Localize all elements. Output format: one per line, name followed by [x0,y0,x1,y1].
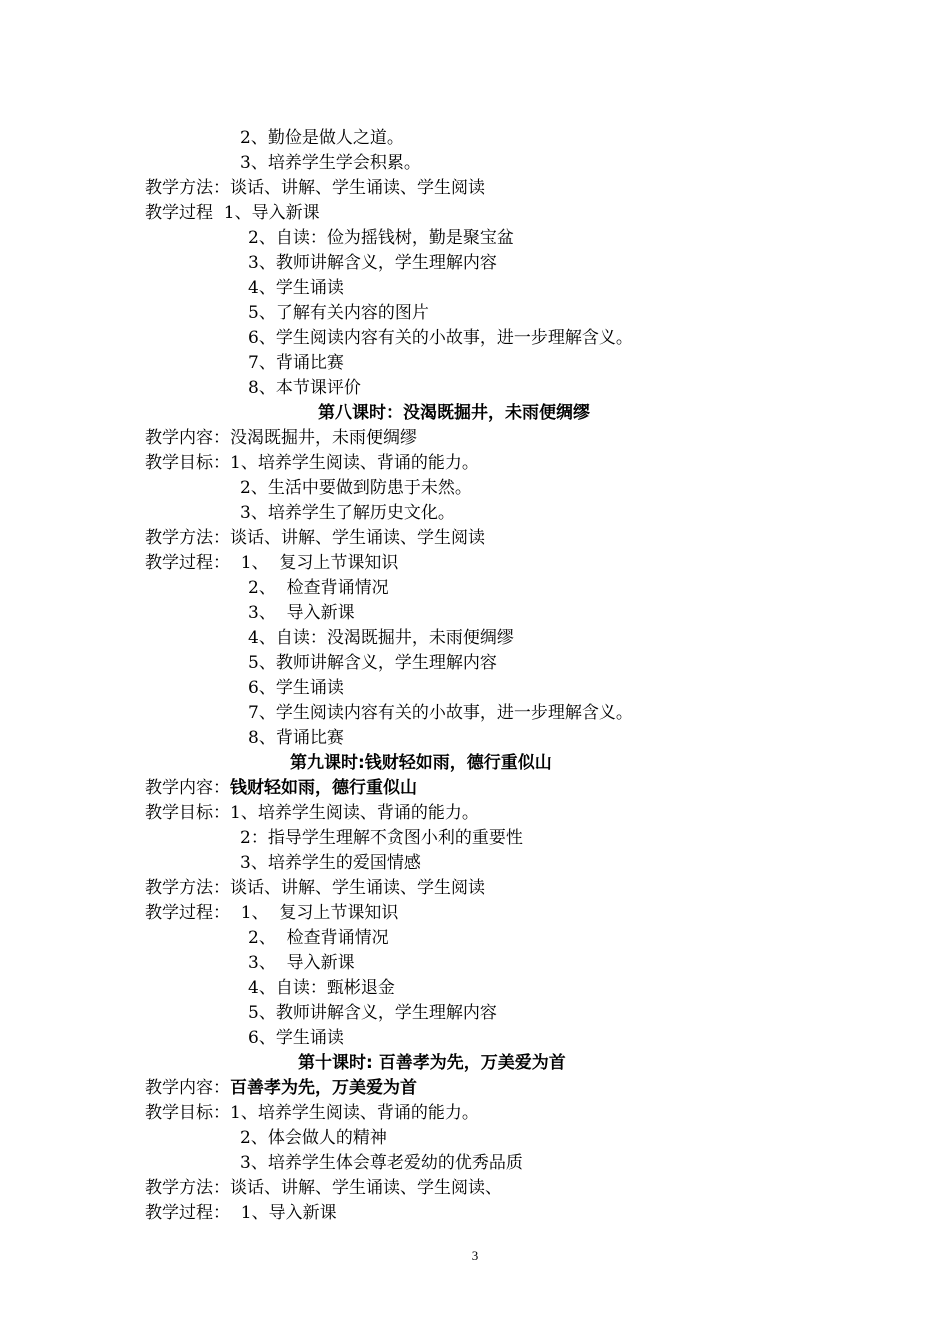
text-line: 6、学生诵读 [248,1028,344,1048]
text-line: 5、了解有关内容的图片 [248,303,429,323]
text-line: 3、培养学生学会积累。 [240,153,421,173]
text-line: 3、教师讲解含义，学生理解内容 [248,253,497,273]
section-heading: 第九课时:钱财轻如雨，德行重似山 [290,753,552,773]
text-line: 教学方法：谈话、讲解、学生诵读、学生阅读 [145,878,485,898]
text-line: 教学目标：1、培养学生阅读、背诵的能力。 [145,453,479,473]
text-line: 3、培养学生的爱国情感 [240,853,421,873]
section-heading: 第十课时: 百善孝为先，万美爱为首 [298,1053,566,1073]
text-line: 3、 导入新课 [248,603,355,623]
text-line: 2：指导学生理解不贪图小利的重要性 [240,828,523,848]
text-line: 教学过程： 1、 复习上节课知识 [145,553,399,573]
text-line: 教学方法：谈话、讲解、学生诵读、学生阅读、 [145,1178,502,1198]
text-line: 4、学生诵读 [248,278,344,298]
text-line: 教学过程： 1、 复习上节课知识 [145,903,399,923]
text-line: 3、 导入新课 [248,953,355,973]
text-line: 2、生活中要做到防患于未然。 [240,478,472,498]
text-line: 5、教师讲解含义，学生理解内容 [248,1003,497,1023]
text-line: 教学过程： 1、导入新课 [145,1203,337,1223]
text-line: 2、勤俭是做人之道。 [240,128,404,148]
text-line: 3、培养学生了解历史文化。 [240,503,455,523]
text-line: 8、背诵比赛 [248,728,344,748]
text-line: 2、体会做人的精神 [240,1128,387,1148]
text-line: 教学方法：谈话、讲解、学生诵读、学生阅读 [145,178,485,198]
page-number: 3 [471,1248,479,1263]
content-bold: 钱财轻如雨，德行重似山 [230,778,417,798]
text-line: 7、学生阅读内容有关的小故事，进一步理解含义。 [248,703,633,723]
content-bold: 百善孝为先，万美爱为首 [230,1078,417,1098]
text-line: 教学内容：没渴既掘井，未雨便绸缪 [145,428,417,448]
text-line: 教学方法：谈话、讲解、学生诵读、学生阅读 [145,528,485,548]
text-line: 教学过程 1、导入新课 [145,203,320,223]
text-line: 7、背诵比赛 [248,353,344,373]
text-line: 6、学生诵读 [248,678,344,698]
text-line: 6、学生阅读内容有关的小故事，进一步理解含义。 [248,328,633,348]
section-heading: 第八课时：没渴既掘井，未雨便绸缪 [318,403,590,423]
text-line: 5、教师讲解含义，学生理解内容 [248,653,497,673]
text-line: 8、本节课评价 [248,378,361,398]
text-line: 4、自读：没渴既掘井，未雨便绸缪 [248,628,514,648]
text-line: 教学目标：1、培养学生阅读、背诵的能力。 [145,803,479,823]
text-line [145,776,417,800]
text-line: 2、自读：俭为摇钱树，勤是聚宝盆 [248,228,514,248]
label: 教学内容： [145,778,230,798]
text-line: 2、 检查背诵情况 [248,928,389,948]
text-line [145,1076,417,1100]
text-line: 3、培养学生体会尊老爱幼的优秀品质 [240,1153,523,1173]
text-line: 4、自读：甄彬退金 [248,978,395,998]
text-line: 教学目标：1、培养学生阅读、背诵的能力。 [145,1103,479,1123]
text-line: 2、 检查背诵情况 [248,578,389,598]
label: 教学内容： [145,1078,230,1098]
